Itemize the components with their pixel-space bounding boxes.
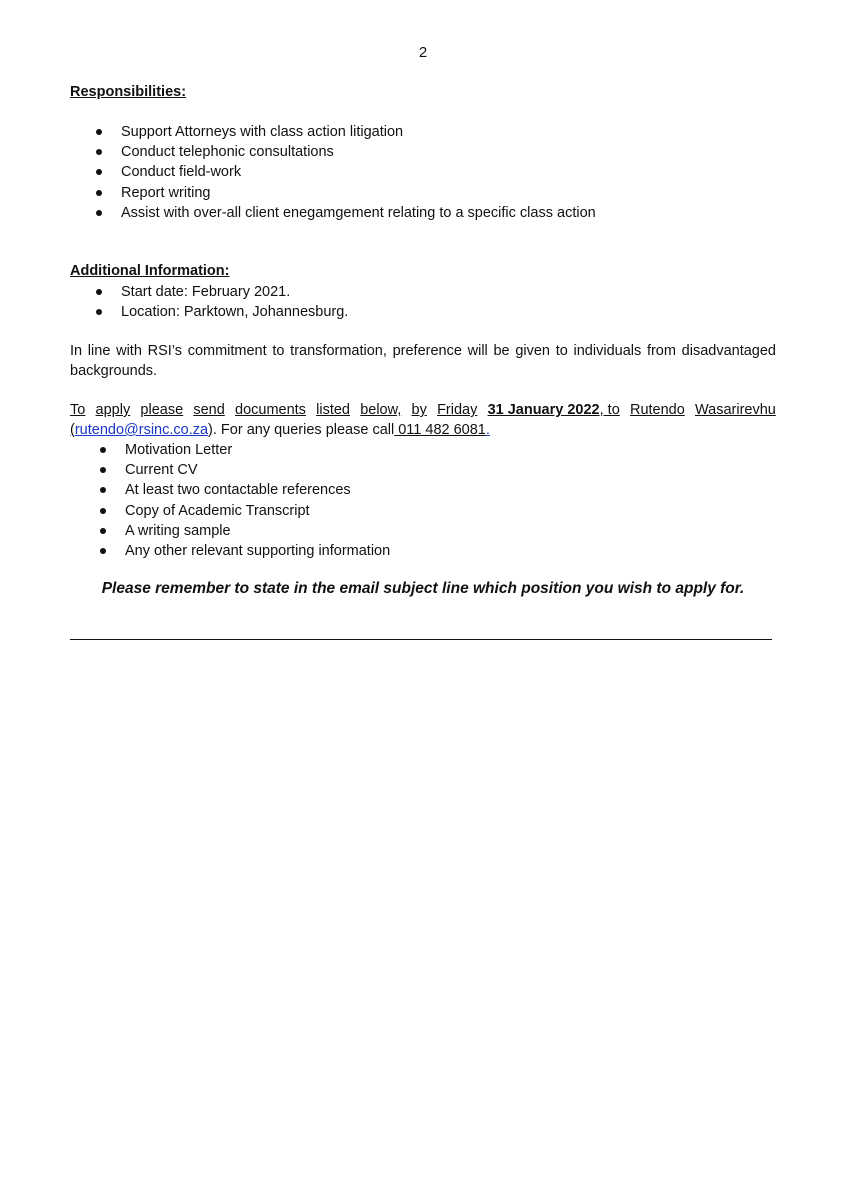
bullet-icon — [96, 210, 102, 216]
list-item: Assist with over-all client enegamgement relating to a specific class action — [94, 203, 596, 223]
page-number: 2 — [418, 44, 428, 61]
additional-info-heading: Additional Information: — [70, 263, 230, 279]
transformation-line-1: In line with RSI’s commitment to transformation, preference will be given to individuals from disadvantaged — [70, 343, 776, 359]
bullet-icon — [100, 508, 106, 514]
list-item: At least two contactable references — [98, 480, 390, 500]
documents-list — [98, 440, 390, 561]
subject-line-reminder: Please remember to state in the email subject line which position you wish to apply for. — [101, 580, 745, 597]
apply-line-2: (rutendo@rsinc.co.za). For any queries please call 011 482 6081. — [70, 422, 490, 438]
bullet-icon — [96, 129, 102, 135]
bullet-icon — [100, 528, 106, 534]
recipient-name: Rutendo — [629, 402, 685, 418]
bullet-icon — [100, 548, 106, 554]
list-item: Report writing — [94, 183, 596, 203]
list-item: Copy of Academic Transcript — [98, 501, 390, 521]
list-item: Conduct field-work — [94, 162, 596, 182]
period-link[interactable]: . — [485, 422, 490, 438]
list-item: Start date: February 2021. — [94, 282, 348, 302]
responsibilities-heading: Responsibilities: — [70, 84, 187, 100]
bullet-icon — [100, 447, 106, 453]
list-item: Current CV — [98, 460, 390, 480]
responsibilities-list — [94, 122, 596, 223]
transformation-paragraph — [70, 341, 776, 381]
bullet-icon — [96, 289, 102, 295]
recipient-surname: Wasarirevhu — [695, 402, 776, 418]
email-link[interactable]: rutendo@rsinc.co.za — [74, 422, 209, 438]
list-item: Any other relevant supporting information — [98, 541, 390, 561]
list-item: Conduct telephonic consultations — [94, 142, 596, 162]
list-item: Support Attorneys with class action litigation — [94, 122, 596, 142]
list-item: A writing sample — [98, 521, 390, 541]
phone-number: 011 482 6081 — [394, 422, 486, 438]
transformation-line-2: backgrounds. — [70, 363, 158, 379]
horizontal-divider — [70, 639, 772, 640]
apply-line-1: To apply please send documents listed below, by Friday 31 January 2022, to Rutendo Wasarirevhu — [70, 402, 776, 418]
list-item: Motivation Letter — [98, 440, 390, 460]
bullet-icon — [96, 190, 102, 196]
apply-paragraph — [70, 400, 776, 440]
list-item: Location: Parktown, Johannesburg. — [94, 302, 348, 322]
deadline-date: 31 January 2022 — [487, 402, 600, 418]
additional-info-list — [94, 282, 348, 322]
